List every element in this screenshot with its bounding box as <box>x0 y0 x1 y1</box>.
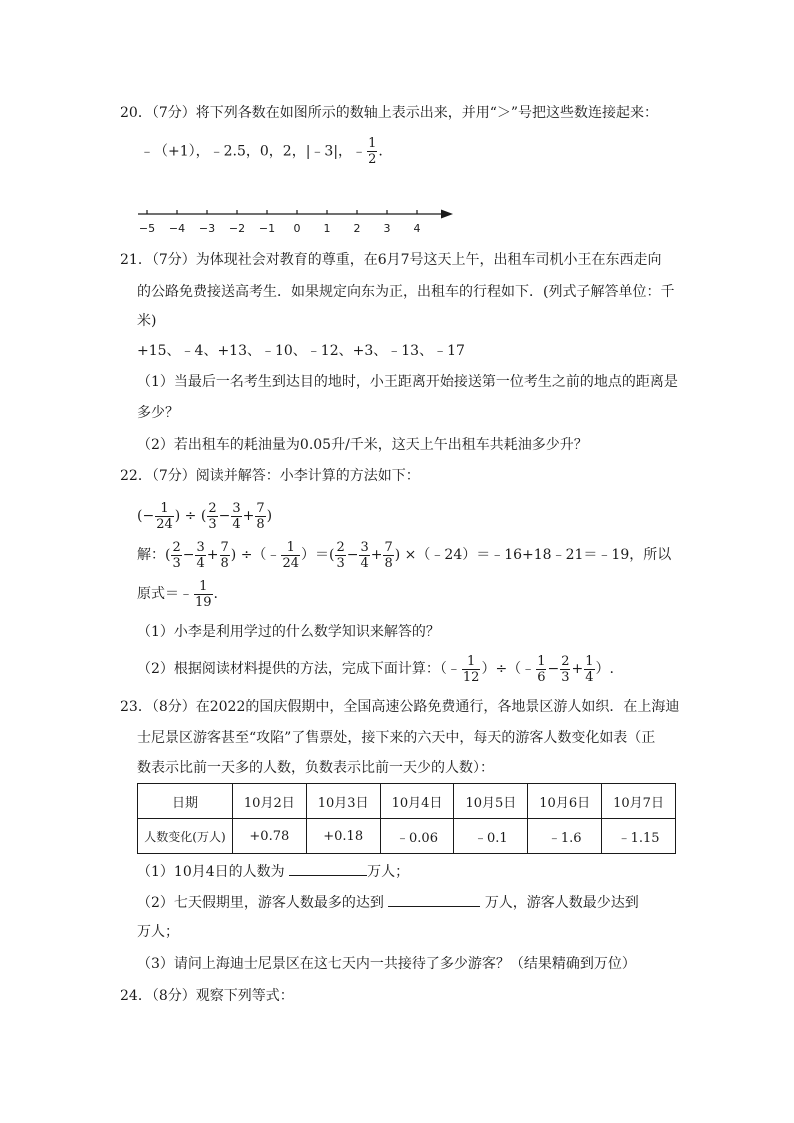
axis-tick-label: −4 <box>168 222 186 235</box>
q22-expression: (− $\frac{1}{24}$ ) ÷ ( $\frac{2}{3}$ − $\frac{3}{4}$ + $\frac{7}{8}$ ) <box>137 500 273 532</box>
table-cell: 10月2日 <box>232 784 306 819</box>
q24-stem: 24．（8分）观察下列等式： <box>120 988 294 1004</box>
answer-blank[interactable] <box>388 892 480 907</box>
axis-tick-label: −2 <box>228 222 246 235</box>
axis-tick-label: 3 <box>383 222 391 235</box>
q21-part2: （2）若出租车的耗油量为0.05升/千米，这天上午出租车共耗油多少升？ <box>137 437 588 453</box>
q21-part1: （1）当最后一名考生到达目的地时，小王距离开始接送第一位考生之前的地点的距离是 <box>137 374 678 390</box>
q23-part2-cont: 万人； <box>137 924 179 940</box>
q20-fraction: $\frac{1}{2}$ <box>368 136 377 167</box>
table-row <box>138 819 676 854</box>
q21-part1-cont: 多少？ <box>137 405 179 421</box>
axis-tick-label: −3 <box>198 222 216 235</box>
table-cell: 人数变化(万人) <box>138 819 233 854</box>
q20-stem: 20．（7分）将下列各数在如图所示的数轴上表示出来，并用“＞”号把这些数连接起来： <box>120 105 659 121</box>
table-cell: +0.78 <box>232 819 306 854</box>
q21-data: +15、﹣4、+13、﹣10、﹣12、+3、﹣13、﹣17 <box>137 343 465 359</box>
q22-result: 原式＝﹣ $\frac{1}{19}$ . <box>137 578 218 610</box>
q23-line3: 数表示比前一天多的人数，负数表示比前一天少的人数）： <box>137 760 494 776</box>
q22-part1: （1）小李是利用学过的什么数学知识来解答的？ <box>137 624 440 640</box>
q22-part2: （2）根据阅读材料提供的方法，完成下面计算：（﹣ $\frac{1}{12}$ ）÷（﹣ $\frac{1}{6}$ − $\frac{2}{3}$ + $\frac{1}{4}$ ）. <box>137 653 614 685</box>
q23-line1: 23．（8分）在2022的国庆假期中，全国高速公路免费通行，各地景区游人如织．在上海迪 <box>120 699 680 715</box>
table-cell: 10月6日 <box>528 784 602 819</box>
table-cell: ﹣1.15 <box>602 819 676 854</box>
axis-tick-label: 4 <box>413 222 421 235</box>
table-cell: 日期 <box>138 784 233 819</box>
table-cell: 10月5日 <box>454 784 528 819</box>
q21-line1: 21．（7分）为体现社会对教育的尊重，在6月7号这天上午，出租车司机小王在东西走向 <box>120 252 662 268</box>
table-cell: 10月4日 <box>380 784 454 819</box>
axis-arrow-icon <box>441 210 453 219</box>
axis-tick-label: −1 <box>258 222 276 235</box>
q22-stem: 22．（7分）阅读并解答：小李计算的方法如下： <box>120 468 420 484</box>
q21-line2: 的公路免费接送高考生．如果规定向东为正，出租车的行程如下．(列式子解答单位：千 <box>137 284 675 300</box>
q23-line2: 士尼景区游客甚至“攻陷”了售票处，接下来的六天中，每天的游客人数变化如表（正 <box>137 730 656 746</box>
axis-tick-label: 0 <box>293 222 301 235</box>
q20-numbers: ﹣（+1），﹣2.5，0，2，|﹣3|，﹣ $\frac{1}{2}$ . <box>140 136 383 167</box>
axis-tick-label: −5 <box>138 222 156 235</box>
table-cell: ﹣0.06 <box>380 819 454 854</box>
q23-part2: （2）七天假期里，游客人数最多的达到 万人，游客人数最少达到 <box>137 892 639 913</box>
table-header-row <box>138 784 676 819</box>
q23-part1: （1）10月4日的人数为 万人； <box>137 861 409 882</box>
table-cell: ﹣0.1 <box>454 819 528 854</box>
table-cell: 10月3日 <box>306 784 380 819</box>
table-cell: ﹣1.6 <box>528 819 602 854</box>
q23-part3: （3）请问上海迪士尼景区在这七天内一共接待了多少游客？（结果精确到万位） <box>137 956 636 972</box>
axis-tick-label: 2 <box>353 222 361 235</box>
axis-tick-label: 1 <box>323 222 331 235</box>
visitor-change-table <box>137 783 676 854</box>
answer-blank[interactable] <box>289 861 367 876</box>
q21-line3: 米) <box>137 313 157 329</box>
q22-solution: 解：( $\frac{2}{3}$ − $\frac{3}{4}$ + $\frac{7}{8}$ ) ÷（﹣ $\frac{1}{24}$ ）＝( $\frac{2}{3}$ − $\frac{3}{4}$ + $\frac{7}{8}$ ) ×（﹣24）＝﹣16+18﹣21＝﹣19，所以 <box>137 539 672 571</box>
table-cell: 10月7日 <box>602 784 676 819</box>
table-cell: +0.18 <box>306 819 380 854</box>
number-line <box>135 200 465 240</box>
